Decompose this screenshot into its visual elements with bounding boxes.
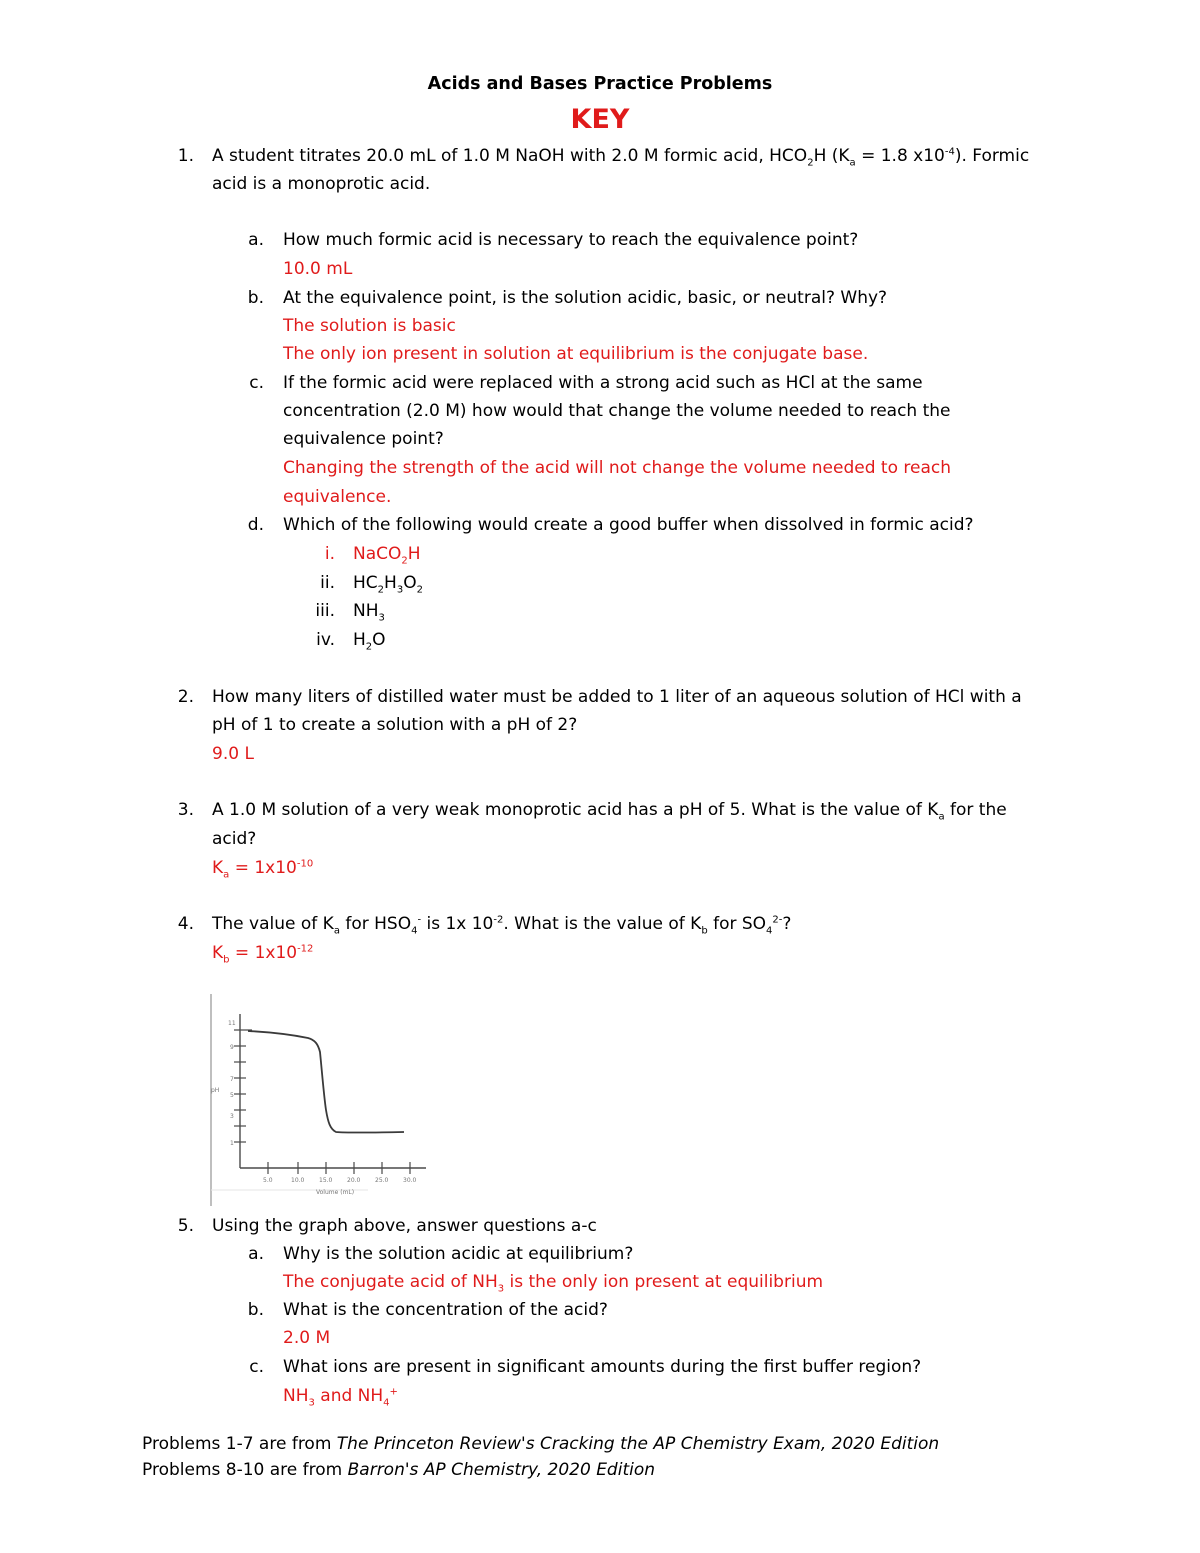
footer-source-line-1: Problems 1-7 are from The Princeton Review's Cracking the AP Chemistry Exam, 2020 Edition: [142, 1434, 940, 1454]
q1c-question-3: equivalence point?: [283, 429, 444, 449]
q2-line2: pH of 1 to create a solution with a pH of 2?: [212, 715, 578, 735]
q1c-question-2: concentration (2.0 M) how would that change the volume needed to reach the: [283, 401, 951, 421]
q5a-question: Why is the solution acidic at equilibrium?: [283, 1244, 634, 1264]
q5-intro: Using the graph above, answer questions a-c: [212, 1216, 597, 1236]
q3-line2: acid?: [212, 829, 257, 849]
option-i: NaCO$_2$H: [353, 544, 421, 567]
q4-question: The value of $K_a$ for $HSO_4^-$ is 1x $10^{-2}$. What is the value of $K_b$ for $SO_4^{2-}$?: [212, 914, 792, 937]
x-tick-label: 30.0: [403, 1177, 417, 1184]
option-numeral-i: i.: [324, 544, 335, 564]
q4-number: 4.: [177, 914, 194, 934]
q2-line1: How many liters of distilled water must be added to 1 liter of an aqueous solution of HCl with a: [212, 687, 1022, 707]
x-tick-label: 20.0: [347, 1177, 361, 1184]
q2-answer: 9.0 L: [212, 744, 254, 764]
y-tick-label: 11: [228, 1020, 236, 1027]
q5b-letter: b.: [247, 1300, 264, 1320]
y-axis-label: pH: [211, 1087, 220, 1094]
q2-number: 2.: [177, 687, 194, 707]
q1b-question: At the equivalence point, is the solution acidic, basic, or neutral? Why?: [283, 288, 888, 308]
y-tick-label: 9: [230, 1044, 234, 1051]
q1a-letter: a.: [248, 230, 264, 250]
x-tick-label: 15.0: [319, 1177, 333, 1184]
q1b-answer-1: The solution is basic: [283, 316, 456, 336]
option-iv: $H_2O$: [353, 630, 386, 653]
q1-number: 1.: [177, 146, 194, 166]
q1d-question: Which of the following would create a good buffer when dissolved in formic acid?: [283, 515, 974, 535]
q5b-answer: 2.0 M: [283, 1328, 331, 1348]
q1a-answer: 10.0 mL: [283, 259, 353, 279]
q1b-answer-2: The only ion present in solution at equilibrium is the conjugate base.: [283, 344, 869, 364]
q4-answer: $K_b = 1x10^{-12}$: [212, 943, 314, 966]
q1a-question: How much formic acid is necessary to reach the equivalence point?: [283, 230, 859, 250]
titration-curve-svg: [208, 992, 448, 1208]
q3-number: 3.: [177, 800, 194, 820]
q1c-answer-2: equivalence.: [283, 487, 392, 507]
option-numeral-ii: ii.: [320, 573, 335, 593]
q5-number: 5.: [177, 1216, 194, 1236]
titration-curve-image: [208, 992, 448, 1208]
q3-answer: $K_a = 1x10^{-10}$: [212, 858, 314, 881]
q5c-letter: c.: [249, 1357, 264, 1377]
q1-line1: A student titrates 20.0 mL of 1.0 M NaOH with 2.0 M formic acid, $HCO_2H$ ($K_a = 1.8$ $x10^{-4}$). Formic: [212, 146, 1030, 169]
q1b-letter: b.: [247, 288, 264, 308]
q5c-answer: $NH_3$ and $NH_4^+$: [283, 1386, 398, 1409]
x-tick-label: 10.0: [291, 1177, 305, 1184]
q3-line1: A 1.0 M solution of a very weak monoprotic acid has a pH of 5. What is the value of $K_a$ for the: [212, 800, 1007, 823]
x-tick-label: 25.0: [375, 1177, 389, 1184]
y-tick-label: 5: [230, 1092, 234, 1099]
q5a-letter: a.: [248, 1244, 264, 1264]
key-label: KEY: [570, 104, 630, 135]
x-tick-label: 5.0: [263, 1177, 273, 1184]
option-iii: $NH_3$: [353, 601, 385, 624]
option-numeral-iv: iv.: [316, 630, 335, 650]
option-ii: $HC_2H_3O_2$: [353, 573, 423, 596]
q5a-answer: The conjugate acid of $NH_3$ is the only ion present at equilibrium: [283, 1272, 824, 1295]
x-axis-label: Volume (mL): [316, 1189, 355, 1196]
option-numeral-iii: iii.: [315, 601, 335, 621]
q1-line2: acid is a monoprotic acid.: [212, 174, 431, 194]
q1c-letter: c.: [249, 373, 264, 393]
y-tick-label: 7: [230, 1076, 234, 1083]
y-tick-label: 3: [230, 1113, 234, 1120]
page-title: Acids and Bases Practice Problems: [427, 74, 773, 94]
y-tick-label: 1: [230, 1140, 234, 1147]
q1c-question-1: If the formic acid were replaced with a strong acid such as HCl at the same: [283, 373, 923, 393]
q1c-answer-1: Changing the strength of the acid will not change the volume needed to reach: [283, 458, 951, 478]
q5c-question: What ions are present in significant amounts during the first buffer region?: [283, 1357, 922, 1377]
q5b-question: What is the concentration of the acid?: [283, 1300, 608, 1320]
footer-source-line-2: Problems 8-10 are from Barron's AP Chemistry, 2020 Edition: [142, 1460, 656, 1480]
q1d-letter: d.: [247, 515, 264, 535]
